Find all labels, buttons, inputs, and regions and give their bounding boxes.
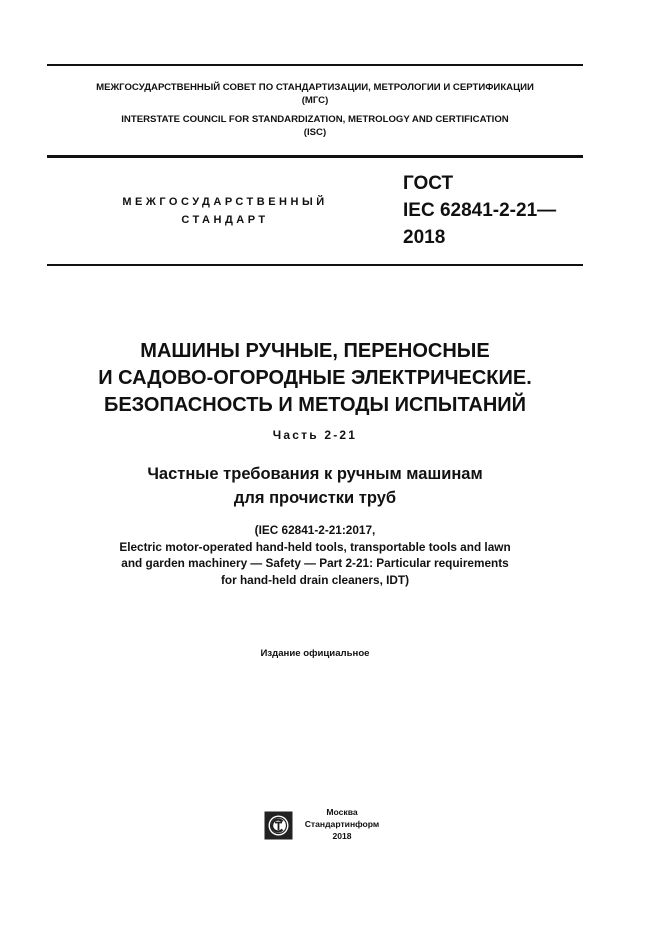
document-title	[47, 338, 583, 419]
iec-reference-line3: and garden machinery — Safety — Part 2-21: Particular requirements	[121, 556, 509, 570]
standard-designation	[403, 170, 556, 251]
iec-reference-line4: for hand-held drain cleaners, IDT)	[220, 572, 410, 587]
designation-rule	[47, 264, 583, 266]
subtitle-line1: Частные требования к ручным машинам	[147, 465, 483, 483]
subtitle-line2: для прочистки труб	[233, 489, 397, 507]
designation-line3: 2018	[403, 227, 446, 248]
publisher-name: Стандартинформ	[304, 819, 380, 829]
document-subtitle	[47, 462, 583, 510]
council-abbr-ru: (МГС)	[301, 95, 329, 106]
title-line1: МАШИНЫ РУЧНЫЕ, ПЕРЕНОСНЫЕ	[140, 340, 490, 362]
standard-kind-line2: СТАНДАРТ	[181, 214, 269, 226]
edition-note: Издание официальное	[260, 648, 370, 659]
council-abbr-en: (ISC)	[303, 127, 327, 138]
top-rule	[47, 64, 583, 66]
iec-reference	[47, 522, 583, 588]
council-name-en-line1: INTERSTATE COUNCIL FOR STANDARDIZATION, METROLOGY AND CERTIFICATION	[121, 114, 509, 125]
title-line3: БЕЗОПАСНОСТЬ И МЕТОДЫ ИСПЫТАНИЙ	[103, 394, 527, 416]
designation-line1: ГОСТ	[403, 173, 454, 194]
part-number: Часть 2-21	[272, 428, 358, 442]
publisher-year: 2018	[332, 831, 352, 841]
iec-reference-line2: Electric motor-operated hand-held tools, transportable tools and lawn	[119, 539, 511, 554]
designation-line2: IEC 62841-2-21—	[403, 200, 557, 221]
title-line2: И САДОВО-ОГОРОДНЫЕ ЭЛЕКТРИЧЕСКИЕ.	[98, 367, 532, 389]
standartinform-logo-icon	[264, 811, 293, 840]
council-name-ru-line1: МЕЖГОСУДАРСТВЕННЫЙ СОВЕТ ПО СТАНДАРТИЗАЦИИ, МЕТРОЛОГИИ И СЕРТИФИКАЦИИ	[96, 82, 534, 93]
publisher-city: Москва	[326, 807, 358, 817]
header-rule	[47, 155, 583, 158]
standard-kind-line1: МЕЖГОСУДАРСТВЕННЫЙ	[122, 196, 328, 208]
iec-reference-line1: (IEC 62841-2-21:2017,	[254, 523, 376, 537]
council-name-ru	[47, 81, 583, 107]
publisher-imprint	[302, 806, 382, 842]
council-name-en	[47, 113, 583, 139]
